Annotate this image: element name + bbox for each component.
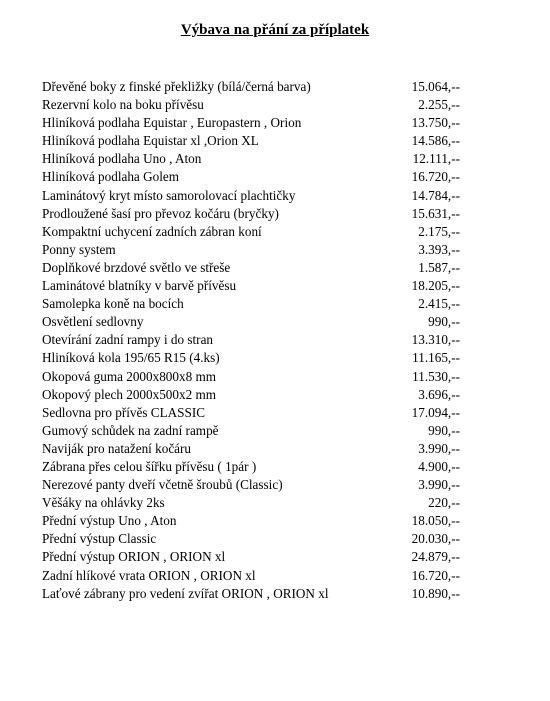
item-name: Hliníková podlaha Equistar , Europastern , Orion: [42, 115, 302, 131]
price-list-item: [0, 476, 550, 494]
item-price: 17.094,--: [411, 404, 460, 420]
item-name: Osvětlení sedlovny: [42, 314, 144, 330]
item-name: Laminátové blatníky v barvě přívěsu: [42, 278, 237, 294]
item-name: Kompaktní uchycení zadních zábran koní: [42, 223, 262, 239]
price-list-item: [0, 548, 550, 566]
item-price: 20.030,--: [411, 531, 460, 547]
item-name: Prodloužené šasí pro převoz kočáru (bryčky): [42, 205, 279, 221]
item-name: Hliníková podlaha Uno , Aton: [42, 151, 202, 167]
price-list-item: [0, 259, 550, 277]
price-list-item: [0, 241, 550, 259]
item-name: Okopová guma 2000x800x8 mm: [42, 368, 216, 384]
item-name: Laminátový kryt místo samorolovací plachtičky: [42, 187, 296, 203]
item-price: 24.879,--: [411, 549, 460, 565]
price-list-item: [0, 331, 550, 349]
price-list-item: [0, 132, 550, 150]
item-name: Rezervní kolo na boku přívěsu: [42, 97, 204, 113]
item-price: 18.050,--: [411, 513, 460, 529]
item-price: 16.720,--: [411, 169, 460, 185]
item-name: Ponny system: [42, 241, 116, 257]
item-name: Hliníková podlaha Golem: [42, 169, 179, 185]
price-list-item: [0, 567, 550, 585]
item-name: Přední výstup ORION , ORION xl: [42, 549, 226, 565]
price-list-item: [0, 494, 550, 512]
item-price: 3.393,--: [418, 241, 460, 257]
price-list-item: [0, 458, 550, 476]
item-name: Hliníková podlaha Equistar xl ,Orion XL: [42, 133, 259, 149]
item-price: 10.890,--: [411, 585, 460, 601]
item-price: 220,--: [428, 495, 460, 511]
item-name: Naviják pro natažení kočáru: [42, 440, 192, 456]
item-price: 3.696,--: [418, 386, 460, 402]
item-price: 14.784,--: [411, 187, 460, 203]
price-list-item: [0, 187, 550, 205]
item-price: 18.205,--: [411, 278, 460, 294]
item-name: Zadní hlíkové vrata ORION , ORION xl: [42, 567, 256, 583]
price-list-item: [0, 404, 550, 422]
item-price: 15.064,--: [411, 79, 460, 94]
price-list-item: [0, 78, 550, 96]
item-name: Samolepka koně na bocích: [42, 296, 184, 312]
item-name: Okopový plech 2000x500x2 mm: [42, 386, 216, 402]
item-name: Hliníková kola 195/65 R15 (4.ks): [42, 350, 220, 366]
item-name: Dřevěné boky z finské překližky (bílá/černá barva): [42, 79, 311, 94]
price-list-item: [0, 205, 550, 223]
price-list-item: [0, 512, 550, 530]
price-list-item: [0, 440, 550, 458]
price-list-item: [0, 277, 550, 295]
price-list-item: [0, 223, 550, 241]
item-price: 1.587,--: [418, 259, 460, 275]
item-price: 3.990,--: [418, 440, 460, 456]
item-name: Laťové zábrany pro vedení zvířat ORION , ORION xl: [42, 585, 329, 601]
item-price: 13.310,--: [411, 332, 460, 348]
price-list-item: [0, 150, 550, 168]
item-name: Zábrana přes celou šířku přívěsu ( 1pár ): [42, 458, 257, 474]
item-name: Nerezové panty dveří včetně šroubů (Classic): [42, 477, 283, 493]
item-name: Přední výstup Uno , Aton: [42, 513, 177, 529]
price-list-item: [0, 313, 550, 331]
price-list: [0, 78, 550, 603]
item-price: 2.175,--: [418, 223, 460, 239]
item-price: 4.900,--: [418, 458, 460, 474]
document-title: Výbava na přání za příplatek: [180, 22, 370, 38]
item-name: Sedlovna pro přívěs CLASSIC: [42, 404, 206, 420]
price-list-item: [0, 295, 550, 313]
price-list-item: [0, 114, 550, 132]
item-price: 2.255,--: [418, 97, 460, 113]
item-price: 12.111,--: [412, 151, 460, 167]
item-price: 11.165,--: [412, 350, 460, 366]
item-name: Věšáky na ohlávky 2ks: [42, 495, 165, 511]
price-list-item: [0, 168, 550, 186]
item-name: Gumový schůdek na zadní rampě: [42, 422, 219, 438]
item-price: 990,--: [428, 314, 460, 330]
item-price: 13.750,--: [411, 115, 460, 131]
item-price: 14.586,--: [411, 133, 460, 149]
item-name: Přední výstup Classic: [42, 531, 157, 547]
item-name: Otevírání zadní rampy i do stran: [42, 332, 214, 348]
item-name: Doplňkové brzdové světlo ve střeše: [42, 259, 231, 275]
price-list-item: [0, 530, 550, 548]
item-price: 11.530,--: [412, 368, 460, 384]
item-price: 16.720,--: [411, 567, 460, 583]
price-list-item: [0, 585, 550, 603]
price-list-item: [0, 422, 550, 440]
item-price: 3.990,--: [418, 477, 460, 493]
price-list-item: [0, 368, 550, 386]
item-price: 2.415,--: [418, 296, 460, 312]
price-list-item: [0, 349, 550, 367]
item-price: 15.631,--: [411, 205, 460, 221]
item-price: 990,--: [428, 422, 460, 438]
price-list-item: [0, 386, 550, 404]
price-list-item: [0, 96, 550, 114]
